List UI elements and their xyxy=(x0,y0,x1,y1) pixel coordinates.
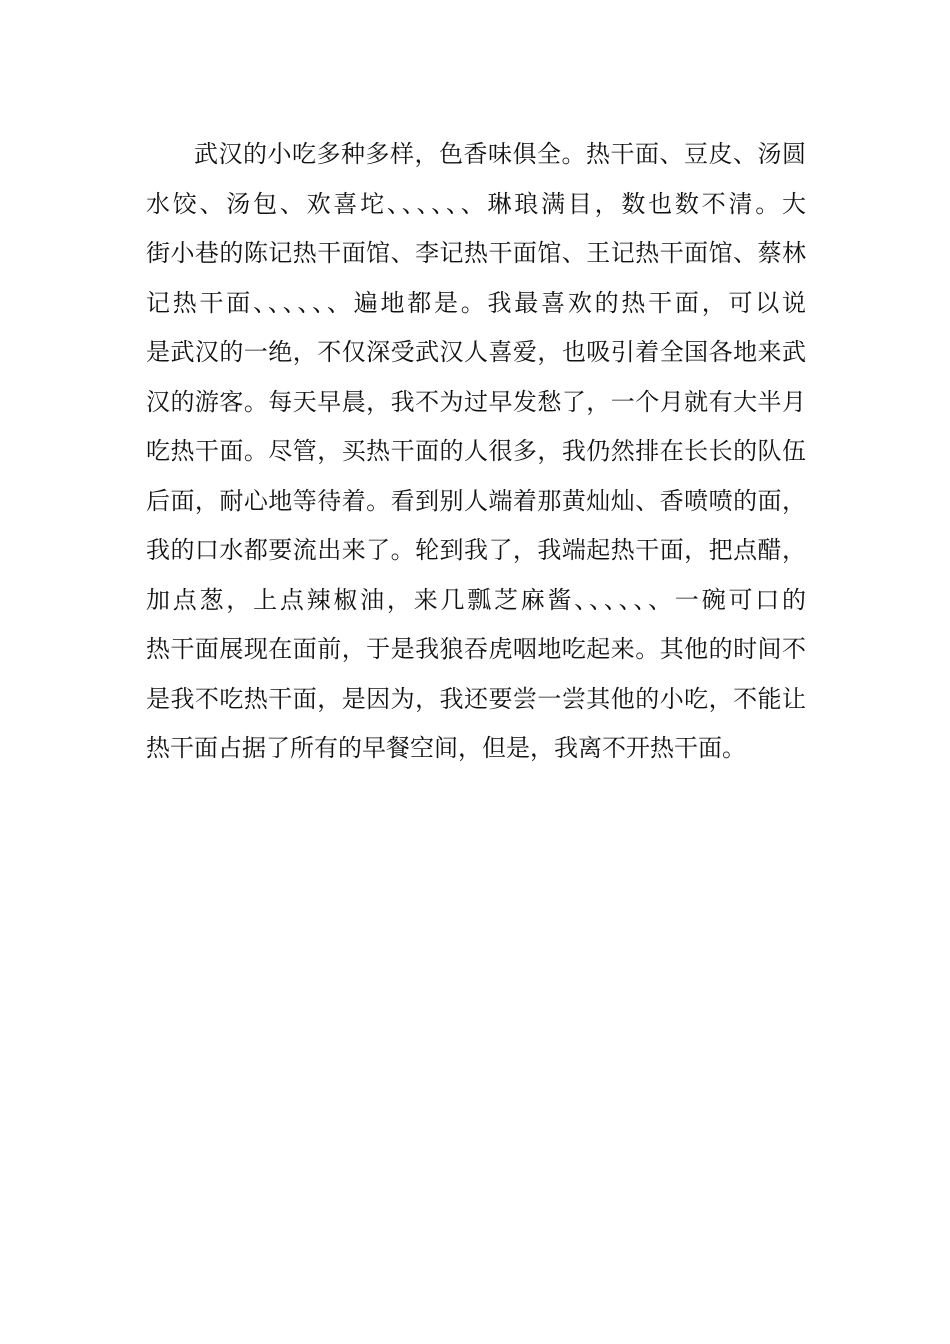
paragraph-line-6: 汉的游客。每天早晨，我不为过早发愁了，一个月就有大半月 xyxy=(146,387,806,416)
paragraph-line-7: 吃热干面。尽管，买热干面的人很多，我仍然排在长长的队伍 xyxy=(146,437,806,465)
paragraph-line-1: 武汉的小吃多种多样，色香味俱全。热干面、豆皮、汤圆 xyxy=(194,140,806,168)
paragraph-line-10: 加点葱，上点辣椒油，来几瓢芝麻酱、、、、、、一碗可口的 xyxy=(146,585,806,614)
paragraph-line-12: 是我不吃热干面，是因为，我还要尝一尝其他的小吃，不能让 xyxy=(146,684,806,713)
paragraph-line-8: 后面，耐心地等待着。看到别人端着那黄灿灿、香喷喷的面， xyxy=(146,486,806,515)
paragraph-line-13: 热干面占据了所有的早餐空间，但是，我离不开热干面。 xyxy=(146,734,746,762)
paragraph-line-11: 热干面展现在面前，于是我狼吞虎咽地吃起来。其他的时间不 xyxy=(146,635,806,663)
paragraph-line-5: 是武汉的一绝，不仅深受武汉人喜爱，也吸引着全国各地来武 xyxy=(146,338,806,366)
essay-paragraph xyxy=(146,130,806,774)
paragraph-line-9: 我的口水都要流出来了。轮到我了，我端起热干面，把点醋， xyxy=(146,536,806,564)
paragraph-line-2: 水饺、汤包、欢喜坨、、、、、、琳琅满目，数也数不清。大 xyxy=(146,189,806,218)
paragraph-line-4: 记热干面、、、、、、遍地都是。我最喜欢的热干面，可以说 xyxy=(146,288,806,317)
paragraph-line-3: 街小巷的陈记热干面馆、李记热干面馆、王记热干面馆、蔡林 xyxy=(146,239,806,267)
